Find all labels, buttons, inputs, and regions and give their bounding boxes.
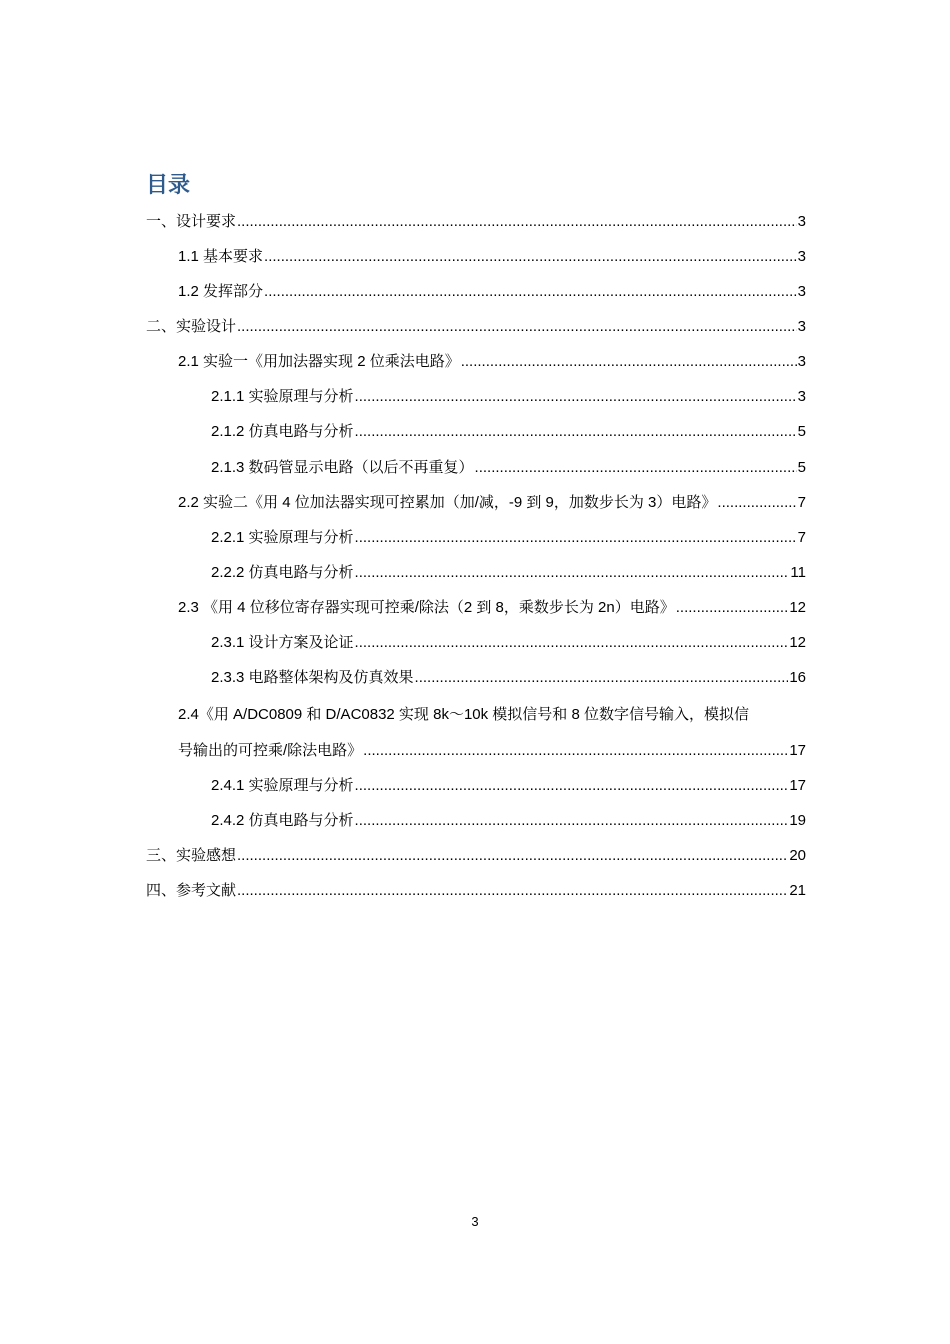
toc-entry[interactable]	[146, 881, 806, 901]
toc-entry-text: 2.4.2 仿真电路与分析	[211, 812, 354, 829]
dot-leader	[264, 247, 797, 267]
toc-entry[interactable]	[211, 422, 806, 442]
toc-entry-text: 2.2.1 实验原理与分析	[211, 529, 354, 546]
dot-leader	[355, 563, 790, 583]
dot-leader	[363, 741, 788, 761]
toc-entry-page: 5	[797, 459, 806, 476]
toc-entry-page: 12	[789, 634, 806, 651]
dot-leader	[355, 633, 789, 653]
toc-entry-text: 一、设计要求	[146, 213, 237, 230]
toc-entry[interactable]	[211, 563, 806, 583]
toc-entry-page: 3	[797, 283, 806, 300]
toc-entry[interactable]	[211, 633, 806, 653]
toc-entry-text: 2.2 实验二《用 4 位加法器实现可控累加（加/减，-9 到 9，加数步长为 3）电路》	[178, 494, 717, 511]
dot-leader	[237, 881, 788, 901]
toc-entry-text: 二、实验设计	[146, 318, 237, 335]
toc-entry-page: 17	[789, 742, 806, 759]
toc-entry-text: 号输出的可控乘/除法电路》	[178, 742, 363, 759]
toc-entry[interactable]	[178, 282, 806, 302]
page-number: 3	[471, 1214, 479, 1229]
toc-entry-text: 2.3.3 电路整体架构及仿真效果	[211, 669, 414, 686]
toc-entry[interactable]	[211, 776, 806, 796]
toc-entry[interactable]	[211, 668, 806, 688]
toc-entry[interactable]	[211, 811, 806, 831]
dot-leader	[237, 317, 797, 337]
toc-entry-text: 1.2 发挥部分	[178, 283, 264, 300]
dot-leader	[461, 352, 797, 372]
toc-entry[interactable]	[146, 212, 806, 232]
toc-entry-page: 3	[797, 318, 806, 335]
toc-entry[interactable]	[178, 741, 806, 761]
dot-leader	[237, 846, 788, 866]
dot-leader	[355, 422, 797, 442]
dot-leader	[264, 282, 797, 302]
toc-entry-page: 21	[789, 882, 806, 899]
dot-leader	[415, 668, 789, 688]
toc-entry-page: 3	[797, 248, 806, 265]
dot-leader	[475, 458, 797, 478]
toc-entry-text: 2.1.2 仿真电路与分析	[211, 423, 354, 440]
dot-leader	[355, 387, 797, 407]
dot-leader	[355, 776, 789, 796]
toc-entry-page: 3	[797, 353, 806, 370]
toc-entry-text: 2.2.2 仿真电路与分析	[211, 564, 354, 581]
dot-leader	[355, 528, 797, 548]
dot-leader	[355, 811, 789, 831]
toc-entry[interactable]	[146, 846, 806, 866]
toc-entry[interactable]	[178, 247, 806, 267]
dot-leader	[717, 493, 796, 513]
toc-entry[interactable]	[211, 458, 806, 478]
toc-entry[interactable]	[211, 387, 806, 407]
dot-leader	[237, 212, 797, 232]
dot-leader	[676, 598, 789, 618]
toc-entry-page: 19	[789, 812, 806, 829]
toc-entry-page: 7	[797, 529, 806, 546]
toc-entry-text-line1[interactable]: 2.4《用 A/DC0809 和 D/AC0832 实现 8k～10k 模拟信号和 8 位数字信号输入，模拟信	[178, 706, 749, 723]
toc-heading: 目录	[146, 173, 191, 198]
toc-entry-text: 2.3 《用 4 位移位寄存器实现可控乘/除法（2 到 8，乘数步长为 2n）电路》	[178, 599, 675, 616]
toc-entry-page: 3	[797, 388, 806, 405]
toc-entry-page: 3	[797, 213, 806, 230]
toc-entry[interactable]	[146, 317, 806, 337]
toc-entry[interactable]	[178, 598, 806, 618]
toc-entry-text: 2.1.1 实验原理与分析	[211, 388, 354, 405]
toc-entry-text: 2.1.3 数码管显示电路（以后不再重复）	[211, 459, 474, 476]
toc-entry-page: 17	[789, 777, 806, 794]
toc-entry-page: 5	[797, 423, 806, 440]
toc-entry-text: 2.3.1 设计方案及论证	[211, 634, 354, 651]
toc-entry-text: 1.1 基本要求	[178, 248, 264, 265]
toc-entry-page: 7	[797, 494, 806, 511]
toc-entry-text: 四、参考文献	[146, 882, 237, 899]
toc-entry-page: 12	[789, 599, 806, 616]
toc-entry-page: 20	[789, 847, 806, 864]
toc-entry[interactable]	[211, 528, 806, 548]
toc-entry-text: 2.1 实验一《用加法器实现 2 位乘法电路》	[178, 353, 460, 370]
toc-entry-page: 11	[790, 564, 806, 581]
toc-entry-text: 三、实验感想	[146, 847, 237, 864]
toc-entry[interactable]	[178, 352, 806, 372]
toc-entry-text: 2.4.1 实验原理与分析	[211, 777, 354, 794]
toc-entry[interactable]	[178, 493, 806, 513]
toc-entry-page: 16	[789, 669, 806, 686]
